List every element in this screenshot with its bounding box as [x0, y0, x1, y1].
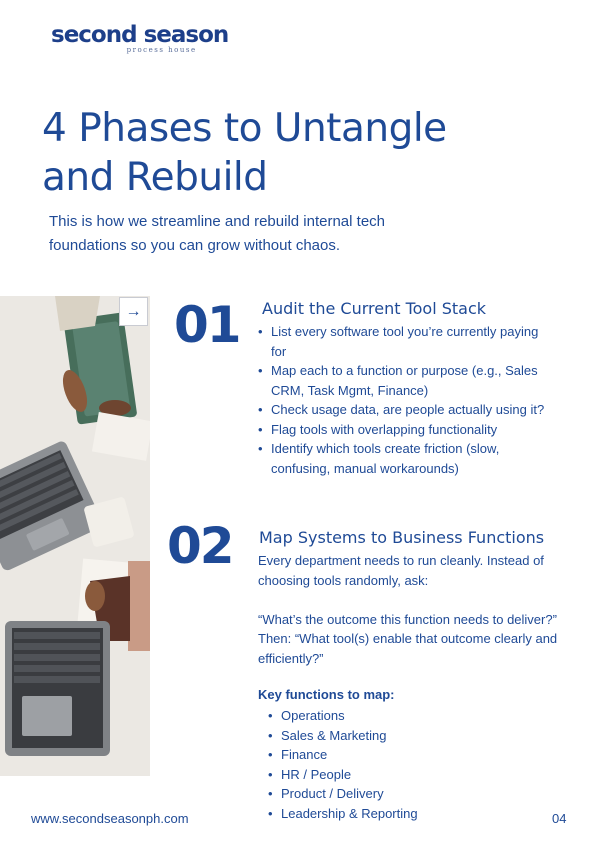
footer-website-link[interactable]: www.secondseasonph.com: [31, 811, 189, 826]
list-item: • HR / People: [268, 765, 488, 785]
list-item: • Product / Delivery: [268, 784, 488, 804]
list-item: • Sales & Marketing: [268, 726, 488, 746]
list-item: • Finance: [268, 745, 488, 765]
intro-text: [49, 210, 479, 258]
page-title: [42, 104, 447, 202]
intro-line-2: foundations so you can grow without chaos.: [49, 237, 341, 254]
next-arrow-button[interactable]: [119, 297, 148, 326]
list-item: • List every software tool you’re currently paying for: [258, 322, 548, 361]
intro-line-1: This is how we streamline and rebuild internal tech: [49, 213, 385, 230]
phase-01-bullet-list: [258, 322, 548, 478]
brand-tagline: process house: [126, 46, 197, 54]
phase-02-paragraph-2: “What’s the outcome this function needs to deliver?” Then: “What tool(s) enable that outcome clearly and efficiently?”: [258, 611, 558, 666]
desk-photo-illustration: [0, 296, 150, 776]
phase-02-paragraph-1: Every department needs to run cleanly. Instead of choosing tools randomly, ask:: [258, 553, 544, 588]
list-item: • Check usage data, are people actually using it?: [258, 400, 548, 420]
key-functions-list: [268, 706, 488, 823]
list-item: • Leadership & Reporting: [268, 804, 488, 824]
phase-02-heading: Map Systems to Business Functions: [259, 528, 545, 547]
phase-number-02: 02: [167, 517, 233, 575]
list-item: • Identify which tools create friction (slow, confusing, manual workarounds): [258, 439, 548, 478]
page-title-line-2: and Rebuild: [42, 155, 268, 200]
arrow-right-icon: →: [125, 302, 142, 320]
list-item: • Map each to a function or purpose (e.g., Sales CRM, Task Mgmt, Finance): [258, 361, 548, 400]
list-item: • Flag tools with overlapping functionality: [258, 420, 548, 440]
brand-logo: [51, 22, 228, 54]
desk-photo: [0, 296, 150, 776]
brand-name: second season: [51, 22, 229, 48]
page-title-line-1: 4 Phases to Untangle: [42, 106, 447, 151]
page-number: 04: [552, 811, 567, 826]
phase-01-heading: Audit the Current Tool Stack: [262, 299, 487, 318]
phase-number-01: 01: [174, 296, 240, 354]
key-functions-label: Key functions to map:: [258, 687, 395, 702]
list-item: • Operations: [268, 706, 488, 726]
phase-02-body: [258, 551, 593, 668]
